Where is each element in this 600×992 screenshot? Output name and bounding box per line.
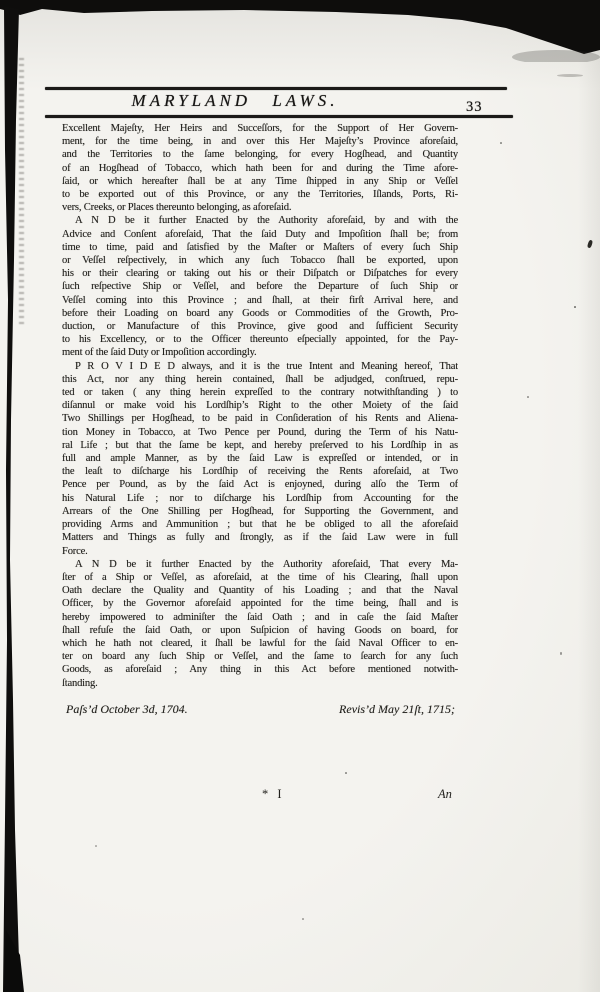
text-line: Matters and Things as fully and ſtrongly, as if the ſaid Law were in full xyxy=(62,532,458,544)
revised-date-label: Revis’d May 21ſt, 1715; xyxy=(339,702,455,716)
binding-bleed-texture xyxy=(19,58,24,328)
text-line: or Veſſel reſpectively, in which any ſuch Tobacco ſhall be exported, upon xyxy=(62,255,458,267)
text-line: ral Life ; but that the ſame be kept, and hereby preſerved to his Lordſhip in as xyxy=(62,439,458,451)
paragraph xyxy=(62,214,458,359)
passed-date-label: Paſs’d October 3d, 1704. xyxy=(66,702,188,716)
text-line: vers, Creeks, or Places thereunto belonging, as aforeſaid. xyxy=(62,202,292,214)
text-line: his Natural Life ; nor to diſcharge his Lordſhip from Accounting for the xyxy=(62,492,458,504)
text-line: Pence per Pound, as by the ſaid Act is enjoyned, during alſo the Term of xyxy=(62,479,458,491)
text-line: before their Loading on board any Goods or Commodities of the Growth, Pro- xyxy=(62,307,458,319)
text-line: diſannul or make void his Lordſhip’s Right to the other Moiety of the ſaid xyxy=(62,400,458,412)
text-line: ment of the ſaid Duty or Impoſition accordingly. xyxy=(62,347,257,359)
text-line: A N D be it further Enacted by the Authority aforeſaid, by and with the xyxy=(75,215,458,227)
text-line: ſter of a Ship or Veſſel, as aforeſaid, at the time of his Clearing, ſhall upon xyxy=(62,571,458,583)
paragraph xyxy=(62,558,458,690)
paragraph xyxy=(62,360,458,558)
text-line: A N D be it further Enacted by the Authority aforeſaid, That every Ma- xyxy=(75,558,458,570)
text-line: full and ample Manner, as by the ſaid Law is expreſſed or intended, or in xyxy=(62,453,458,465)
footer-dates xyxy=(62,702,455,717)
text-line: ſtanding. xyxy=(62,677,98,689)
page-number: 33 xyxy=(466,99,483,115)
book-binding-strip xyxy=(0,0,30,992)
text-line: Force. xyxy=(62,545,88,557)
text-line: to his Excellency, or to the Officer thereunto eſpecially appointed, for the Pay- xyxy=(62,334,458,346)
signature-mark: * I xyxy=(262,787,285,801)
text-line: Excellent Majeſty, Her Heirs and Succeſſors, for the Support of Her Govern- xyxy=(62,123,458,134)
text-line: providing Arms and Ammunition ; but that he be obliged to all the aforeſaid xyxy=(62,519,458,531)
text-line: Arrears of the One Shilling per Hogſhead, for Supporting the Government, and xyxy=(62,505,458,517)
text-line: hereby impowered to adminiſter the ſaid Oath ; and in caſe the ſaid Maſter xyxy=(62,611,458,623)
body-text xyxy=(62,122,458,690)
text-line: Officer, by the Governor aforeſaid appointed for the time being, ſhall and is xyxy=(62,598,458,610)
catchword: An xyxy=(438,787,452,801)
scan-top-edge-artifact xyxy=(0,0,600,62)
text-line: Advice and Conſent aforeſaid, That the ſaid Duty and Impoſition ſhall be; from xyxy=(62,228,458,240)
text-line: ter on board any ſuch Ship or Veſſel, and the ſame to ſearch for any ſuch xyxy=(62,651,458,663)
text-line: Veſſel coming into this Province ; and ſhall, at their firſt Arrival here, and xyxy=(62,294,458,306)
header-rule-bottom xyxy=(45,115,513,118)
text-line: time to time, paid and ſatisfied by the Maſter or Maſters of every ſuch Ship xyxy=(62,241,458,253)
text-line: ſuch reſpective Ship or Veſſel, and before the Departure of ſuch Ship or xyxy=(62,281,458,293)
text-line: ſaid, or which hereafter ſhall be at any Time ſhipped in any Ship or Veſſel xyxy=(62,175,458,187)
text-line: tion Money in Tobacco, at Two Pence per Pound, during the Term of his Natu- xyxy=(62,426,458,438)
text-line: Goods, as aforeſaid ; Any thing in this Act before mentioned notwith- xyxy=(62,664,458,676)
text-line: of an Hogſhead of Tobacco, which hath been for and during the Time afore- xyxy=(62,162,458,174)
text-line: P R O V I D E D always, and it is the true Intent and Meaning hereof, That xyxy=(75,360,458,372)
page-title: MARYLAND LAWS. xyxy=(131,91,339,110)
text-line: ſhall refuſe the ſaid Oath, or upon Suſpicion of having Goods on board, for xyxy=(62,624,458,636)
text-line: duction, or Manufacture of this Province, give good and ſufficient Security xyxy=(62,321,458,333)
text-line: which he hath not cleared, it ſhall be lawful for the ſaid Naval Officer to en- xyxy=(62,637,458,649)
text-line: ment, for the time being, in and over this Her Majeſty’s Province aforeſaid, xyxy=(62,136,458,148)
header-rule-top xyxy=(45,87,507,90)
text-line: and the Territories to the ſame belonging, for every Hogſhead, and Quantity xyxy=(62,149,458,161)
signature-line xyxy=(0,787,600,803)
text-line: the leaſt to diſcharge his Lordſhip of receiving the Rents aforeſaid, at Two xyxy=(62,466,458,478)
text-line: to be exported out of this Province, or any the Territories, Iſlands, Ports, Ri- xyxy=(62,189,458,201)
text-line: his or their clearing or taking out his or their Diſpatch or Diſpatches for every xyxy=(62,268,458,280)
text-line: this Act, nor any thing herein contained, ſhall be adjudged, conſtrued, repu- xyxy=(62,373,458,385)
text-line: ted or taken ( any thing herein expreſſed to the contrary notwithſtanding ) to xyxy=(62,387,458,399)
text-line: Oath declare the Quality and Quantity of his Loading ; and that the Naval xyxy=(62,585,458,597)
paragraph xyxy=(62,122,458,214)
text-line: Two Shillings per Hogſhead, to be paid in Conſideration of his Rents and Aliena- xyxy=(62,413,458,425)
